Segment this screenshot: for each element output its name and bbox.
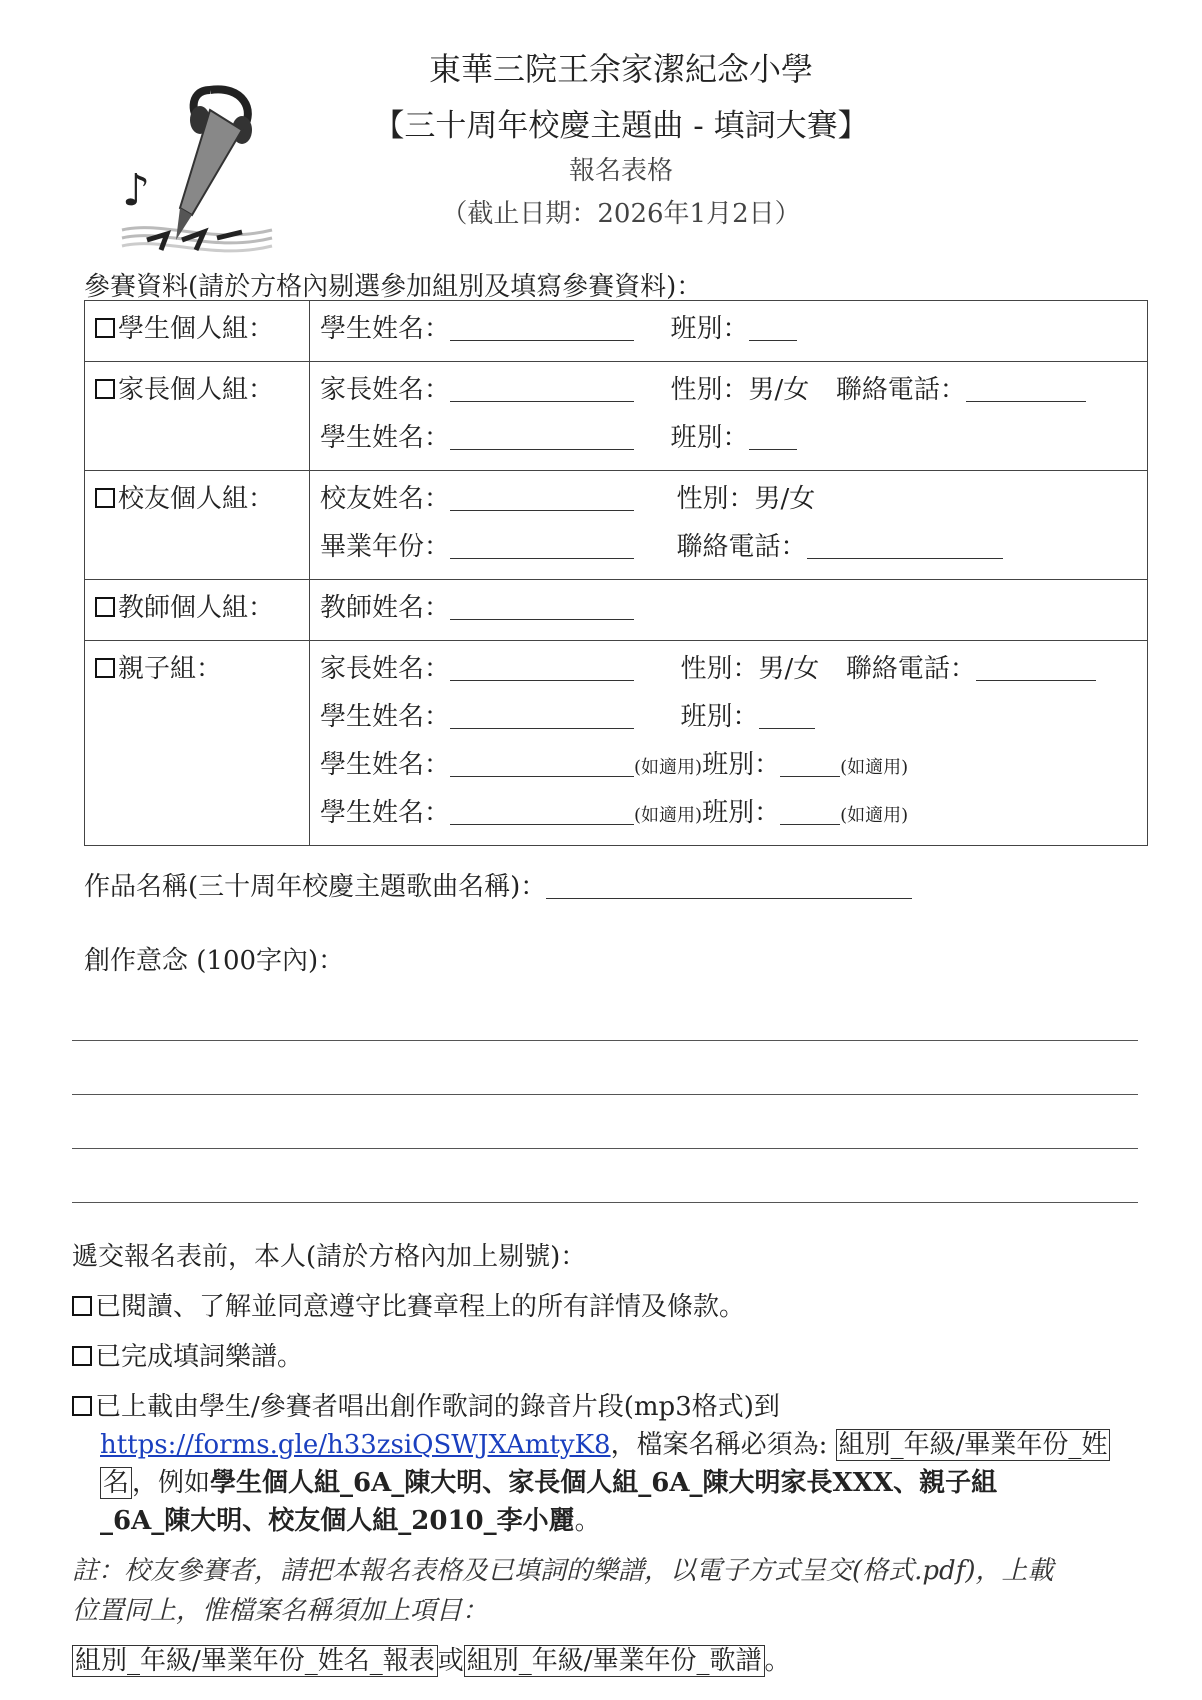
contest-title: 【三十周年校慶主題曲 - 填詞大賽】: [373, 108, 869, 144]
parent-class-label: 班別：: [670, 423, 749, 453]
filename-examples-b: _6A_陳大明、校友個人組_2010_李小麗: [100, 1506, 575, 1536]
teacher-name-label: 教師姓名：: [320, 593, 451, 623]
parent-name-label: 家長姓名：: [320, 375, 451, 405]
family-parent-name-label: 家長姓名：: [320, 654, 451, 684]
entry-table: [84, 300, 1148, 846]
family-group-checkbox[interactable]: [95, 658, 115, 678]
alumni-grad-year-label: 畢業年份：: [320, 532, 451, 562]
deadline-text: （截止日期：2026年1月2日）: [441, 199, 801, 229]
parent-student-name-label: 學生姓名：: [320, 423, 451, 453]
student-class-label: 班別：: [670, 314, 749, 344]
declaration-item-2: [72, 1336, 303, 1373]
alumni-gender-label[interactable]: 性別：男/女: [676, 484, 816, 514]
student-group-label: 學生個人組：: [118, 314, 275, 344]
alumni-group-label: 校友個人組：: [118, 484, 275, 514]
filename-format-part-a: 組別_年級/畢業年份_姓: [836, 1429, 1111, 1461]
student-class-field[interactable]: [749, 310, 797, 341]
family-student3-name-field[interactable]: [450, 794, 634, 825]
if-applicable-note: (如適用): [634, 757, 703, 778]
family-parent-name-field[interactable]: [450, 650, 634, 681]
declaration-heading: 遞交報名表前，本人(請於方格內加上剔號)：: [72, 1242, 587, 1272]
concept-line-4[interactable]: [72, 1202, 1138, 1203]
alumni-phone-label: 聯絡電話：: [676, 532, 807, 562]
declaration-item-1: [72, 1286, 745, 1323]
alumni-filename-formats: [72, 1640, 791, 1677]
family-student2-class-field[interactable]: [780, 746, 840, 777]
concept-line-3[interactable]: [72, 1148, 1138, 1149]
if-applicable-note: (如適用): [634, 805, 703, 826]
student-group-checkbox[interactable]: [95, 318, 115, 338]
family-student3-class-label: 班別：: [702, 798, 781, 828]
alumni-name-field[interactable]: [450, 480, 634, 511]
entry-instructions: 參賽資料(請於方格內剔選參加組別及填寫參賽資料)：: [84, 272, 703, 302]
family-student-name-label: 學生姓名：: [320, 702, 451, 732]
alumni-phone-field[interactable]: [807, 528, 1003, 559]
family-student2-name-field[interactable]: [450, 746, 634, 777]
alumni-grad-year-field[interactable]: [450, 528, 634, 559]
parent-phone-field[interactable]: [966, 371, 1086, 402]
family-student-name-field[interactable]: [450, 698, 634, 729]
family-gender-label[interactable]: 性別：男/女: [680, 654, 820, 684]
if-applicable-note: (如適用): [840, 805, 909, 826]
table-row-teacher: [85, 580, 1148, 641]
family-student3-name-label: 學生姓名：: [320, 798, 451, 828]
teacher-group-label: 教師個人組：: [118, 593, 275, 623]
examples-line-1: [100, 1462, 997, 1499]
work-name-field[interactable]: [546, 868, 912, 899]
family-class-label: 班別：: [680, 702, 759, 732]
alumni-form-filename: 組別_年級/畢業年份_姓名_報表: [72, 1645, 438, 1677]
alumni-score-filename: 組別_年級/畢業年份_歌譜: [464, 1645, 765, 1677]
filename-examples-a: 學生個人組_6A_陳大明、家長個人組_6A_陳大明家長XXX、親子組: [210, 1468, 998, 1498]
or-text: 或: [437, 1646, 464, 1676]
concept-label: 創作意念 (100字內)：: [84, 946, 345, 976]
example-intro: ，例如: [132, 1468, 211, 1498]
examples-line-2: [100, 1500, 601, 1537]
upload-link[interactable]: https://forms.gle/h33zsiQSWJXAmtyK8: [100, 1430, 611, 1460]
parent-gender-label[interactable]: 性別：男/女: [670, 375, 810, 405]
alumni-group-checkbox[interactable]: [95, 488, 115, 508]
table-row-student: [85, 301, 1148, 362]
svg-text:♪: ♪: [122, 165, 151, 216]
teacher-name-field[interactable]: [450, 589, 634, 620]
table-row-family: [85, 641, 1148, 846]
declaration-item-1-text: 已閱讀、了解並同意遵守比賽章程上的所有詳情及條款。: [95, 1292, 746, 1322]
if-applicable-note: (如適用): [840, 757, 909, 778]
parent-name-field[interactable]: [450, 371, 634, 402]
alumni-note-line-2: 位置同上，惟檔案名稱須加上項目：: [72, 1596, 489, 1626]
teacher-group-checkbox[interactable]: [95, 597, 115, 617]
parent-student-name-field[interactable]: [450, 419, 634, 450]
declaration-checkbox-3[interactable]: [72, 1396, 92, 1416]
parent-group-checkbox[interactable]: [95, 379, 115, 399]
concept-line-1[interactable]: [72, 1040, 1138, 1041]
work-name-row: [84, 866, 912, 903]
family-group-label: 親子組：: [118, 654, 223, 684]
parent-class-field[interactable]: [749, 419, 797, 450]
filename-intro: ，檔案名稱必須為:: [610, 1430, 836, 1460]
concept-line-2[interactable]: [72, 1094, 1138, 1095]
filename-format-part-b: 名: [100, 1467, 132, 1499]
family-phone-field[interactable]: [976, 650, 1096, 681]
declaration-checkbox-1[interactable]: [72, 1296, 92, 1316]
student-name-label: 學生姓名：: [320, 314, 451, 344]
family-student2-name-label: 學生姓名：: [320, 750, 451, 780]
family-phone-label: 聯絡電話：: [845, 654, 976, 684]
examples-end: 。: [574, 1506, 601, 1536]
table-row-parent: [85, 362, 1148, 471]
table-row-alumni: [85, 471, 1148, 580]
family-student2-class-label: 班別：: [702, 750, 781, 780]
declaration-checkbox-2[interactable]: [72, 1346, 92, 1366]
alumni-note-line-1: 註：校友參賽者，請把本報名表格及已填詞的樂譜，以電子方式呈交(格式.pdf)，上載: [72, 1556, 1054, 1586]
note-end: 。: [764, 1646, 791, 1676]
work-name-label: 作品名稱(三十周年校慶主題歌曲名稱)：: [84, 872, 547, 902]
family-class-field[interactable]: [759, 698, 815, 729]
family-student3-class-field[interactable]: [780, 794, 840, 825]
parent-phone-label: 聯絡電話：: [835, 375, 966, 405]
alumni-name-label: 校友姓名：: [320, 484, 451, 514]
declaration-item-2-text: 已完成填詞樂譜。: [95, 1342, 304, 1372]
student-name-field[interactable]: [450, 310, 634, 341]
form-subtitle: 報名表格: [568, 156, 673, 186]
upload-link-line: [100, 1424, 1110, 1461]
declaration-item-3-text: 已上載由學生/參賽者唱出創作歌詞的錄音片段(mp3格式)到: [95, 1392, 780, 1422]
declaration-item-3: [72, 1386, 780, 1423]
parent-group-label: 家長個人組：: [118, 375, 275, 405]
school-name: 東華三院王余家潔紀念小學: [428, 50, 813, 88]
